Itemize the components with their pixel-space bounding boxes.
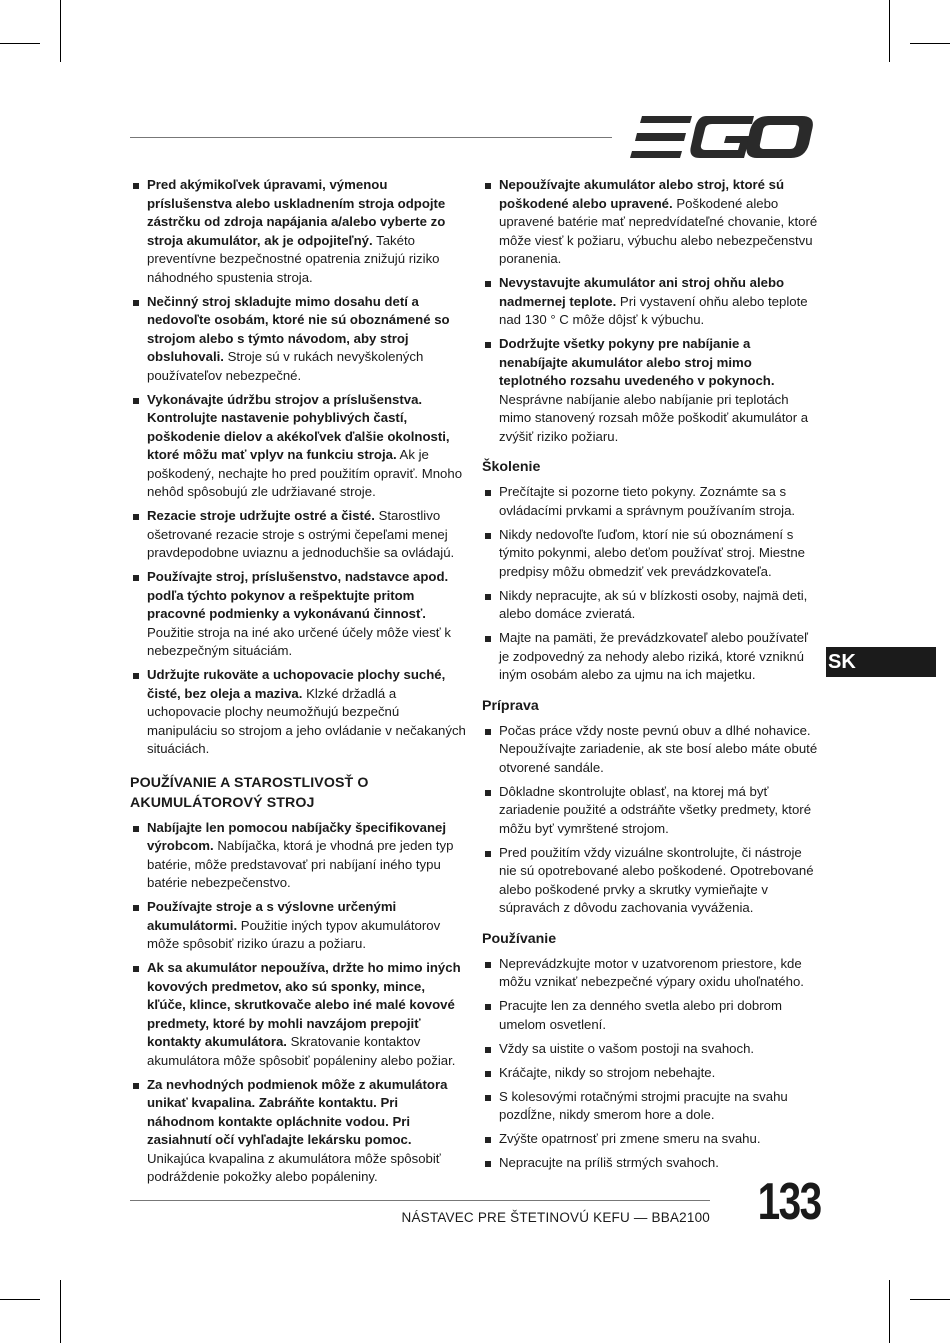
right-column — [482, 176, 818, 1178]
page-number: 133 — [757, 1173, 821, 1231]
list-item: Nepoužívajte akumulátor alebo stroj, ktoré sú poškodené alebo upravené. Poškodené alebo upravené batérie mať nepredvídateľné chovanie, ktoré môže viesť k požiaru, výbuchu alebo nebezpečenstvu poranenia. — [482, 176, 818, 269]
crop-mark — [910, 1299, 950, 1300]
list-item: Ak sa akumulátor nepoužíva, držte ho mimo iných kovových predmetov, ako sú sponky, mince, kľúče, klince, skrutkovače alebo iné malé kovové predmety, ktoré by mohli navzájom prepojiť kontakty akumulátora. Skratovanie kontaktov akumulátora môže spôsobiť popáleniny alebo požiar. — [130, 959, 466, 1070]
list-item: Rezacie stroje udržujte ostré a čisté. Starostlivo ošetrované rezacie stroje s ostrými čepeľami menej pravdepodobne uviaznu a jednoduchšie sa ovládajú. — [130, 507, 466, 563]
crop-mark — [889, 0, 890, 62]
list-item: Nabíjajte len pomocou nabíjačky špecifikovanej výrobcom. Nabíjačka, ktorá je vhodná pre jeden typ batérie, môže predstavovať pri nabíjaní iného typu batérie nebezpečenstvo. — [130, 819, 466, 893]
section-title-preparation: Príprava — [482, 697, 539, 714]
list-item: Zvýšte opatrnosť pri zmene smeru na svahu. — [482, 1130, 818, 1149]
list-item: Prečítajte si pozorne tieto pokyny. Zoznámte sa s ovládacími prvkami a správnym používaním stroja. — [482, 483, 818, 520]
list-item: S kolesovými rotačnými strojmi pracujte na svahu pozdĺžne, nikdy smerom hore a dole. — [482, 1088, 818, 1125]
preparation-list — [482, 722, 818, 918]
list-item: Používajte stroje a s výslovne určenými akumulátormi. Použitie iných typov akumulátorov môže spôsobiť riziko úrazu a požiaru. — [130, 898, 466, 954]
crop-mark — [60, 0, 61, 62]
list-item: Používajte stroj, príslušenstvo, nadstavce apod. podľa týchto pokynov a rešpektujte pritom pracovné podmienky a vykonávanú činnosť. Použitie stroja na iné ako určené účely môže viesť k nebezpečným situáciám. — [130, 568, 466, 661]
language-tab: SK — [826, 647, 936, 677]
section-title-operation: Používanie — [482, 930, 557, 947]
section-title-training: Školenie — [482, 459, 541, 475]
list-item: Vždy sa uistite o vašom postoji na svahoch. — [482, 1040, 818, 1059]
crop-mark — [889, 1280, 890, 1343]
list-item: Majte na pamäti, že prevádzkovateľ alebo používateľ je zodpovedný za nehody alebo riziká, ktoré vzniknú iným osobám alebo za ujmu na ich majetku. — [482, 629, 818, 685]
operation-list — [482, 955, 818, 1173]
footer-title: NÁSTAVEC PRE ŠTETINOVÚ KEFU — BBA2100 — [401, 1210, 710, 1225]
battery-list — [130, 819, 466, 1187]
left-column — [130, 176, 466, 1192]
list-item: Dôkladne skontrolujte oblasť, na ktorej má byť zariadenie použité a odstráňte všetky predmety, ktoré môžu byť vymrštené strojom. — [482, 783, 818, 839]
training-list — [482, 483, 818, 685]
crop-mark — [0, 43, 40, 44]
maintenance-list — [130, 176, 466, 759]
footer-rule — [130, 1200, 710, 1201]
list-item: Udržujte rukoväte a uchopovacie plochy suché, čisté, bez oleja a maziva. Klzké držadlá a uchopovacie plochy neumožňujú bezpečnú manipuláciu so strojom a jeho ovládanie v nečakaných situáciách. — [130, 666, 466, 759]
list-item: Kráčajte, nikdy so strojom nebehajte. — [482, 1064, 818, 1083]
list-item: Nikdy nedovoľte ľuďom, ktorí nie sú oboznámení s týmito pokynmi, alebo deťom používať stroj. Miestne predpisy môžu obmedziť vek prevádzkovateľa. — [482, 526, 818, 582]
list-item: Pred použitím vždy vizuálne skontrolujte, či nástroje nie sú opotrebované alebo poškodené. Opotrebované alebo poškodené prvky a skrutky vymieňajte v súpravách z dôvodu zachovania vyváženia. — [482, 844, 818, 918]
list-item: Pracujte len za denného svetla alebo pri dobrom umelom osvetlení. — [482, 997, 818, 1034]
section-title-battery-use: POUŽÍVANIE A STAROSTLIVOSŤ O AKUMULÁTOROVÝ STROJ — [130, 774, 369, 811]
crop-mark — [60, 1280, 61, 1343]
crop-mark — [0, 1299, 40, 1300]
list-item: Pred akýmikoľvek úpravami, výmenou príslušenstva alebo uskladnením stroja odpojte zástrčku od zdroja napájania a/alebo vyberte zo stroja akumulátor, ak je odpojiteľný. Takéto preventívne bezpečnostné opatrenia znižujú riziko náhodného spustenia stroja. — [130, 176, 466, 287]
list-item: Vykonávajte údržbu strojov a príslušenstva. Kontrolujte nastavenie pohyblivých častí, poškodenie dielov a akékoľvek ďalšie okolnosti, ktoré môžu mať vplyv na funkciu stroja. Ak je poškodený, nechajte ho pred použitím opraviť. Mnoho nehôd spôsobujú zle udržiavané stroje. — [130, 391, 466, 502]
list-item: Nečinný stroj skladujte mimo dosahu detí a nedovoľte osobám, ktoré nie sú oboznámené so strojom alebo s týmto návodom, aby stroj obsluhovali. Stroje sú v rukách nevyškolených používateľov nebezpečné. — [130, 293, 466, 386]
list-item: Neprevádzkujte motor v uzatvorenom priestore, kde môžu vznikať nebezpečné výpary oxidu uhoľnatého. — [482, 955, 818, 992]
list-item: Dodržujte všetky pokyny pre nabíjanie a nenabíjajte akumulátor alebo stroj mimo teplotného rozsahu uvedeného v pokynoch. Nesprávne nabíjanie alebo nabíjanie pri teplotách mimo stanovený rozsah môže poškodiť akumulátor a zvýšiť riziko požiaru. — [482, 335, 818, 446]
header-rule — [130, 137, 612, 138]
ego-logo — [628, 114, 814, 160]
list-item: Nevystavujte akumulátor ani stroj ohňu alebo nadmernej teplote. Pri vystavení ohňu alebo teplote nad 130 ° C môže dôjsť k výbuchu. — [482, 274, 818, 330]
battery-list-continued — [482, 176, 818, 446]
list-item: Nepracujte na príliš strmých svahoch. — [482, 1154, 818, 1173]
list-item: Za nevhodných podmienok môže z akumulátora unikať kvapalina. Zabráňte kontaktu. Pri náhodnom kontakte opláchnite vodou. Pri zasiahnutí očí vyhľadajte lekársku pomoc. Unikajúca kvapalina z akumulátora môže spôsobiť podráždenie pokožky alebo popáleniny. — [130, 1076, 466, 1187]
crop-mark — [910, 43, 950, 44]
list-item: Nikdy nepracujte, ak sú v blízkosti osoby, najmä deti, alebo domáce zvieratá. — [482, 587, 818, 624]
list-item: Počas práce vždy noste pevnú obuv a dlhé nohavice. Nepoužívajte zariadenie, ak ste bosí alebo máte obuté otvorené sandále. — [482, 722, 818, 778]
